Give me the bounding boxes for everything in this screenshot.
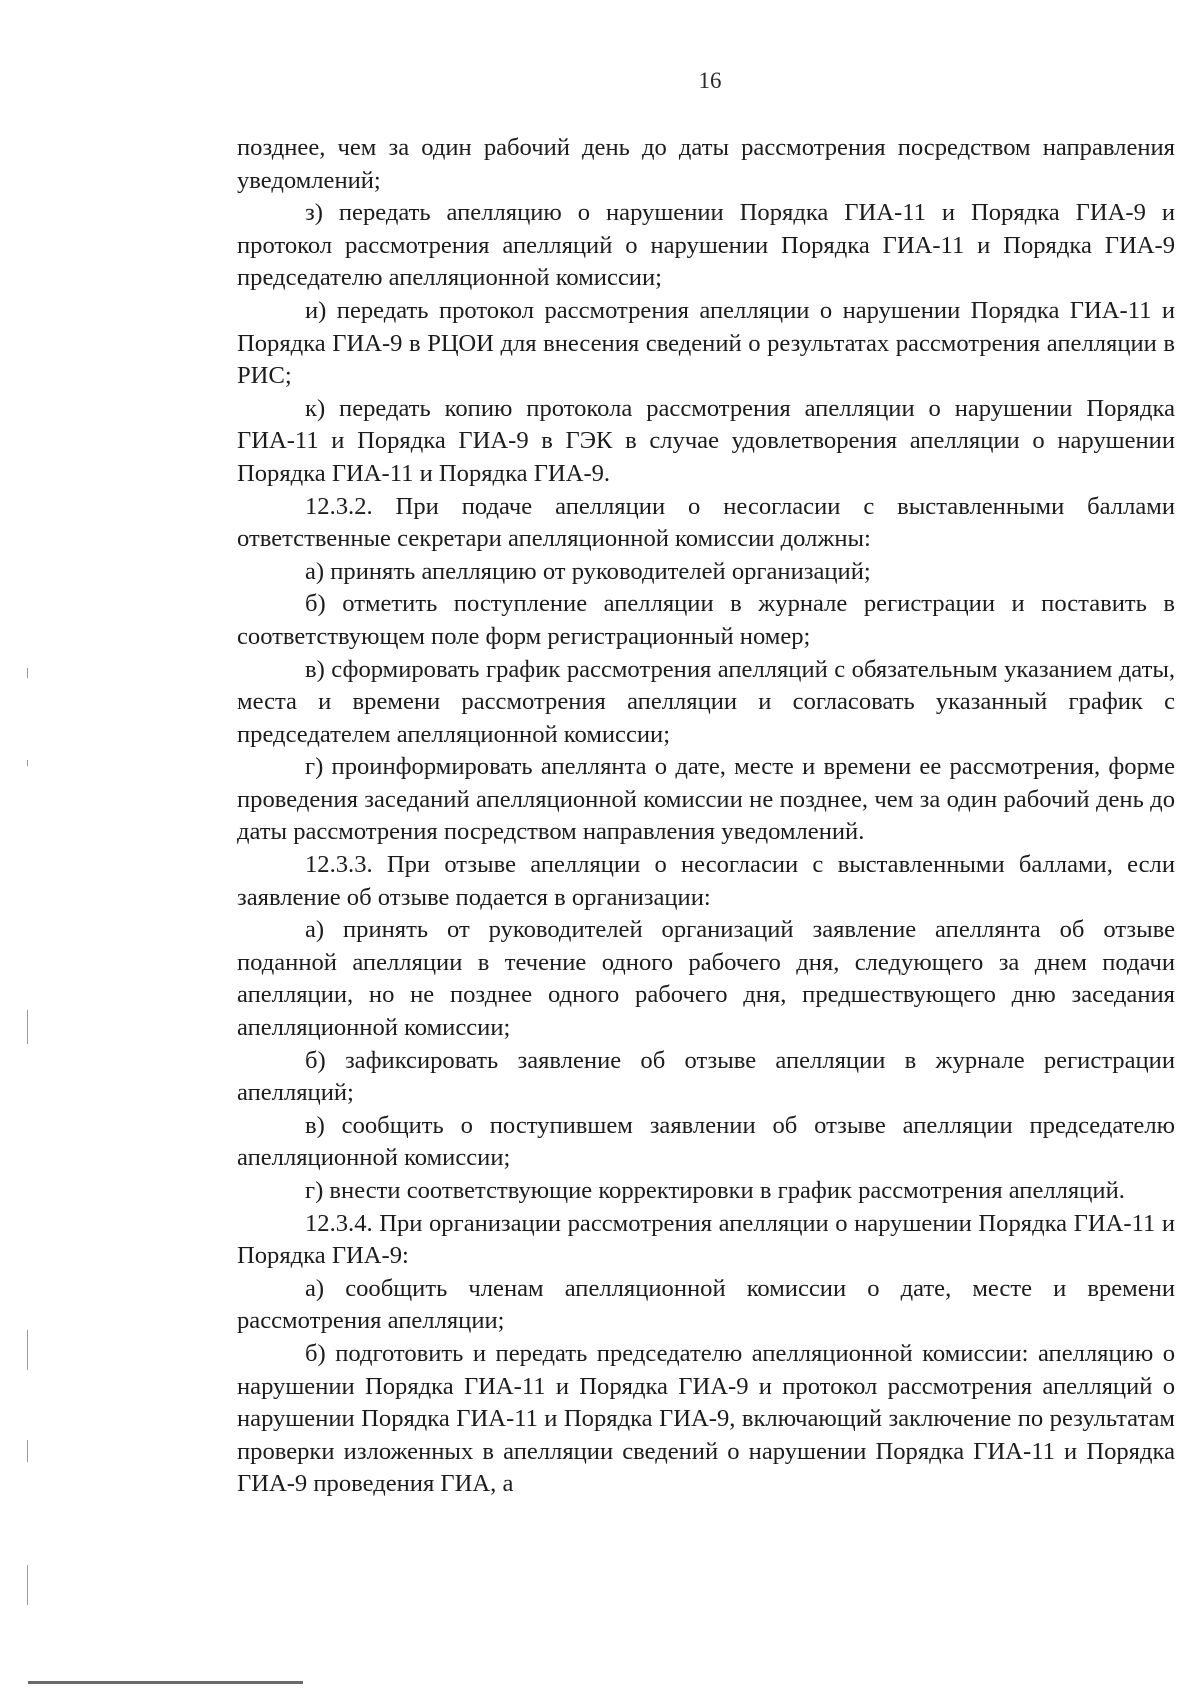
scan-artifact — [27, 760, 28, 766]
scan-artifact — [27, 1330, 28, 1370]
paragraph: 12.3.2. При подаче апелляции о несогласии с выставленными баллами ответственные секретари апелляционной комиссии должны: — [237, 492, 1175, 553]
scan-artifact — [27, 1010, 28, 1044]
paragraph: б) зафиксировать заявление об отзыве апелляции в журнале регистрации апелляций; — [237, 1046, 1175, 1107]
paragraph: позднее, чем за один рабочий день до даты рассмотрения посредством направления уведомлений; — [237, 134, 1175, 194]
paragraph: и) передать протокол рассмотрения апелляции о нарушении Порядка ГИА-11 и Порядка ГИА-9 в РЦОИ для внесения сведений о результатах рассмотрения апелляции в РИС; — [237, 296, 1175, 390]
scan-artifact — [27, 1565, 28, 1605]
paragraph: з) передать апелляцию о нарушении Порядка ГИА-11 и Порядка ГИА-9 и протокол рассмотрения апелляций о нарушении Порядка ГИА-11 и Порядка ГИА-9 председателю апелляционной комиссии; — [237, 199, 1175, 292]
scan-edge-rule — [28, 1681, 303, 1684]
scan-artifact — [27, 668, 28, 678]
paragraph: 12.3.3. При отзыве апелляции о несогласии с выставленными баллами, если заявление об отзыве подается в организации: — [237, 851, 1175, 911]
page-number: 16 — [698, 68, 722, 93]
paragraph: а) принять апелляцию от руководителей организаций; — [305, 557, 871, 585]
paragraph: б) отметить поступление апелляции в журнале регистрации и поставить в соответствующем поле форм регистрационный номер; — [237, 590, 1175, 650]
paragraph: г) проинформировать апеллянта о дате, месте и времени ее рассмотрения, форме проведения заседаний апелляционной комиссии не позднее, чем за один рабочий день до даты рассмотрения посредством направления уведомлений. — [237, 753, 1175, 846]
paragraph: в) сформировать график рассмотрения апелляций с обязательным указанием даты, места и времени рассмотрения апелляции и согласовать указанный график с председателем апелляционной комиссии; — [237, 655, 1175, 748]
paragraph: б) подготовить и передать председателю апелляционной комиссии: апелляцию о нарушении Порядка ГИА-11 и Порядка ГИА-9 и протокол рассмотрения апелляций о нарушении Порядка ГИА-11 и Порядка ГИА-9, включающий заключение по результатам проверки изложенных в апелляции сведений о нарушении Порядка ГИА-11 и Порядка ГИА-9 проведения ГИА, а — [237, 1339, 1175, 1498]
paragraph: 12.3.4. При организации рассмотрения апелляции о нарушении Порядка ГИА-11 и Порядка ГИА-9: — [237, 1209, 1175, 1270]
document-body — [237, 132, 1175, 1501]
paragraph: в) сообщить о поступившем заявлении об отзыве апелляции председателю апелляционной комиссии; — [237, 1111, 1175, 1172]
scan-artifact — [27, 1440, 28, 1462]
paragraph: к) передать копию протокола рассмотрения апелляции о нарушении Порядка ГИА-11 и Порядка ГИА-9 в ГЭК в случае удовлетворения апелляции о нарушении Порядка ГИА-11 и Порядка ГИА-9. — [237, 394, 1175, 487]
paragraph: г) внести соответствующие корректировки в график рассмотрения апелляций. — [305, 1177, 1125, 1204]
paragraph: а) принять от руководителей организаций заявление апеллянта об отзыве поданной апелляции в течение одного рабочего дня, следующего за днем подачи апелляции, но не позднее одного рабочего дня, предшествующего дню заседания апелляционной комиссии; — [237, 916, 1175, 1042]
paragraph: а) сообщить членам апелляционной комиссии о дате, месте и времени рассмотрения апелляции; — [237, 1274, 1175, 1335]
